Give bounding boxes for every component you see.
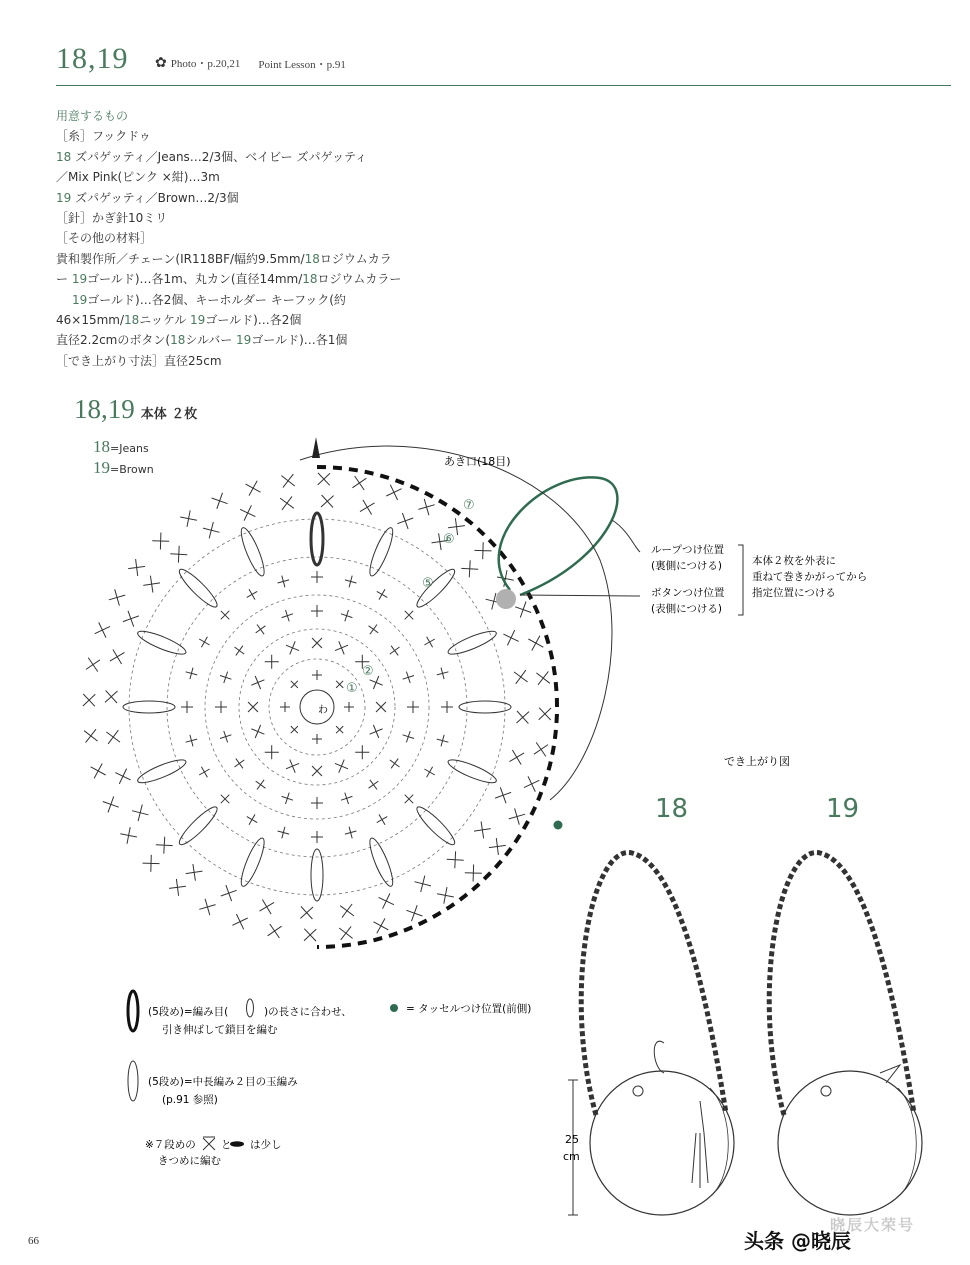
sc-stitch xyxy=(83,694,95,706)
instruction-line-3: 指定位置につける xyxy=(752,587,836,599)
sc-stitch xyxy=(406,905,422,921)
chain-ring xyxy=(167,557,467,857)
chart-rings xyxy=(129,467,557,947)
puff-stitch xyxy=(366,836,397,889)
sc-stitch xyxy=(524,776,539,791)
photo-ref: Photo・p.20,21 xyxy=(170,58,241,70)
sc-stitch xyxy=(304,929,316,941)
note-3d: きつめに編む xyxy=(158,1155,221,1167)
loop-position-label: ループつけ位置 xyxy=(651,544,724,556)
round-1-label: ① xyxy=(346,681,358,696)
sc-stitch xyxy=(110,650,125,665)
sc-stitch xyxy=(495,787,511,803)
hdc-stitch xyxy=(341,610,352,621)
watermark-site: 晓辰大荣号 xyxy=(830,1216,916,1234)
hdc-stitch xyxy=(336,681,343,688)
bag-loop xyxy=(654,1041,664,1073)
sc-stitch xyxy=(268,924,282,938)
hdc-stitch xyxy=(311,797,323,809)
round-7-label: ⑦ xyxy=(463,498,475,513)
hdc-stitch xyxy=(390,759,400,769)
hdc-stitch xyxy=(221,611,230,620)
finished-title: でき上がり図 xyxy=(724,755,790,768)
hdc-stitch xyxy=(280,702,290,712)
puff-stitch xyxy=(135,627,188,658)
hdc-stitch xyxy=(377,814,387,824)
puff-stitch xyxy=(413,566,458,611)
sc-stitch xyxy=(539,708,551,720)
other-2: ー 19ゴールド)…各1m、丸カン(直径14mm/18ロジウムカラー xyxy=(56,272,402,287)
sc-stitch xyxy=(95,622,110,637)
puff-stitch xyxy=(123,701,175,713)
sc-stitch xyxy=(91,764,106,779)
hdc-stitch xyxy=(311,605,323,617)
hdc-stitch xyxy=(369,780,379,790)
sc-stitch xyxy=(246,481,261,496)
page-number: 66 xyxy=(28,1235,39,1247)
sc-stitch xyxy=(143,855,160,872)
sc-stitch xyxy=(415,876,432,892)
sc-stitch xyxy=(103,796,119,812)
sc-stitch xyxy=(280,496,294,510)
chain-ring xyxy=(239,629,395,785)
sc-stitch xyxy=(132,805,148,822)
sc-stitch xyxy=(221,885,237,901)
hdc-stitch xyxy=(181,701,193,713)
hdc-stitch xyxy=(247,814,257,824)
flower-icon: ✿ xyxy=(155,56,167,71)
yarn-label: ［糸］フックドゥ xyxy=(56,129,151,144)
sc-stitch xyxy=(321,495,334,508)
sc-stitch xyxy=(536,671,550,684)
puff-stitch xyxy=(237,525,268,578)
sc-stitch xyxy=(360,500,375,515)
start-marker xyxy=(312,437,320,458)
puff-stitch-symbol xyxy=(128,1061,138,1101)
hdc-stitch xyxy=(278,576,290,588)
puff-stitch xyxy=(176,803,221,848)
bag-button xyxy=(633,1086,643,1096)
legend-18: 18=Jeans xyxy=(93,437,149,456)
sc-stitch xyxy=(503,630,518,645)
sc-stitch xyxy=(232,914,247,929)
puff-stitch xyxy=(135,756,188,787)
sc-stitch xyxy=(465,865,482,882)
other-3: 19ゴールド)…各2個、キーホルダー キーフック(約 xyxy=(72,292,346,307)
long-chain-symbol xyxy=(128,991,138,1031)
sc-stitch xyxy=(461,560,478,577)
round-2-label: ② xyxy=(362,664,374,679)
size-value: 25 xyxy=(565,1133,579,1146)
point-lesson-ref: Point Lesson・p.91 xyxy=(258,58,346,71)
center-ring xyxy=(300,690,334,724)
sc-stitch xyxy=(355,745,369,759)
hdc-stitch xyxy=(199,767,209,777)
sc-stitch xyxy=(143,576,160,593)
sc-stitch xyxy=(86,658,100,672)
hdc-stitch xyxy=(369,625,379,635)
sc-stitch xyxy=(534,742,548,756)
hdc-stitch xyxy=(199,637,209,647)
sc-stitch xyxy=(240,505,255,520)
sc-stitch xyxy=(514,670,528,684)
hdc-stitch xyxy=(336,726,343,733)
button-leader xyxy=(520,595,640,596)
chain-symbol xyxy=(230,1141,244,1147)
sc-stitch xyxy=(379,893,394,908)
puff-stitch xyxy=(311,513,323,565)
hdc-stitch xyxy=(345,827,357,839)
button-side-label: (表側につける) xyxy=(651,603,722,615)
sc-stitch xyxy=(515,602,531,618)
hdc-stitch xyxy=(407,701,419,713)
puff-stitch xyxy=(176,566,221,611)
puff-stitch xyxy=(413,803,458,848)
sc-stitch xyxy=(248,702,258,712)
sc-stitch xyxy=(340,904,354,918)
note-3b: と xyxy=(221,1139,232,1151)
chart-stitches xyxy=(83,473,551,941)
note-1b: )の長さに合わせ、 xyxy=(264,1006,352,1018)
sc-stitch xyxy=(475,542,492,559)
sc-stitch xyxy=(510,750,525,765)
hdc-stitch xyxy=(311,571,323,583)
hdc-stitch xyxy=(344,702,354,712)
sc-stitch xyxy=(437,887,454,904)
hdc-stitch xyxy=(235,646,245,656)
legend-19: 19=Brown xyxy=(93,458,154,477)
size-unit: cm xyxy=(563,1150,580,1163)
puff-stitch xyxy=(446,627,499,658)
sc-stitch xyxy=(335,641,348,654)
hdc-stitch xyxy=(186,668,198,680)
materials-title: 用意するもの xyxy=(56,109,129,123)
hdc-stitch xyxy=(405,611,414,620)
hdc-stitch xyxy=(311,831,323,843)
sc-stitch xyxy=(169,879,186,896)
button-marker xyxy=(496,589,516,609)
sc-stitch xyxy=(265,745,279,759)
sc-stitch xyxy=(120,827,137,844)
puff-stitch xyxy=(446,756,499,787)
hdc-stitch xyxy=(377,589,387,599)
sc-stitch xyxy=(281,474,294,488)
sc-stitch xyxy=(152,533,169,550)
sc-stitch xyxy=(312,638,322,648)
sc-stitch xyxy=(115,769,130,784)
sc-stitch xyxy=(286,641,299,654)
sc-symbol xyxy=(203,1137,215,1150)
puff-stitch xyxy=(366,525,397,578)
hdc-stitch xyxy=(278,827,290,839)
hdc-stitch xyxy=(345,576,357,588)
sc-stitch xyxy=(84,729,98,742)
sc-stitch xyxy=(212,493,228,509)
tassel-note: = タッセルつけ位置(前側) xyxy=(406,1003,532,1015)
other-4: 46×15mm/18ニッケル 19ゴールド)…各2個 xyxy=(56,313,302,328)
tassel-marker xyxy=(554,821,563,830)
round-6-label: ⑥ xyxy=(443,532,455,547)
note-2a: (5段め)=中長編み２目の玉編み xyxy=(148,1076,298,1088)
sc-stitch xyxy=(339,926,352,940)
note-1a: (5段め)=編み目( xyxy=(148,1006,229,1018)
hdc-stitch xyxy=(405,795,414,804)
bag-body xyxy=(590,1071,734,1215)
hdc-stitch xyxy=(341,793,352,804)
sc-stitch xyxy=(128,559,145,576)
sc-stitch xyxy=(312,766,322,776)
sc-stitch xyxy=(418,499,434,515)
opening-leader xyxy=(300,446,612,800)
sc-stitch xyxy=(397,513,413,529)
sc-stitch xyxy=(509,808,525,824)
sc-stitch xyxy=(447,851,464,868)
bag-body xyxy=(778,1071,922,1215)
center-ring-label: わ xyxy=(318,705,328,716)
sc-stitch xyxy=(106,730,120,744)
bag-button xyxy=(821,1086,831,1096)
hdc-stitch xyxy=(291,726,298,733)
note-2b: (p.91 参照) xyxy=(162,1094,218,1106)
hdc-stitch xyxy=(235,759,245,769)
sc-stitch xyxy=(300,907,313,920)
needle-label: ［針］かぎ針10ミリ xyxy=(56,211,168,226)
hdc-stitch xyxy=(403,731,414,742)
sc-stitch xyxy=(489,838,506,855)
sc-stitch xyxy=(251,676,264,689)
hdc-stitch xyxy=(403,672,414,683)
sc-stitch xyxy=(370,725,383,738)
sc-stitch xyxy=(123,611,139,627)
sc-stitch xyxy=(251,725,264,738)
hdc-stitch xyxy=(220,672,231,683)
watermark: 头条 @晓辰 xyxy=(744,1229,851,1253)
sc-stitch xyxy=(105,690,118,703)
tassel-legend-dot xyxy=(390,1004,398,1012)
hdc-stitch xyxy=(282,610,293,621)
sc-stitch xyxy=(318,473,330,485)
opening-label: あき口(18目) xyxy=(444,455,511,468)
hdc-stitch xyxy=(247,589,257,599)
instruction-line-1: 本体２枚を外表に xyxy=(752,555,836,567)
hdc-stitch xyxy=(437,735,449,747)
sc-stitch xyxy=(376,702,386,712)
other-1: 貴和製作所／チェーン(IR118BF/幅約9.5mm/18ロジウムカラ xyxy=(56,251,392,266)
bag-19-illustration xyxy=(769,853,922,1215)
puff-stitch xyxy=(237,836,268,889)
material-18-a: 18 ズパゲッティ／Jeans…2/3個、ベイビー ズパゲッティ xyxy=(56,149,368,164)
material-18-b: ／Mix Pink(ピンク ×紺)…3m xyxy=(56,170,220,185)
sc-stitch xyxy=(352,476,366,490)
pattern-number: 18,19 xyxy=(56,42,129,75)
sc-stitch xyxy=(109,589,125,605)
sc-stitch xyxy=(260,900,275,915)
stitch-ref-symbol xyxy=(247,999,254,1017)
round-5-label: ⑤ xyxy=(422,576,434,591)
bag-18-illustration xyxy=(581,853,734,1215)
hdc-stitch xyxy=(291,681,298,688)
button-position-label: ボタンつけ位置 xyxy=(651,587,725,599)
finished-18-label: 18 xyxy=(655,794,689,824)
sc-stitch xyxy=(335,760,348,773)
sc-stitch xyxy=(265,655,279,669)
hdc-stitch xyxy=(220,731,231,742)
hdc-stitch xyxy=(312,670,322,680)
diagram-number: 18,19 xyxy=(74,394,135,424)
sc-stitch xyxy=(203,522,220,538)
hdc-stitch xyxy=(256,625,266,635)
hdc-stitch xyxy=(441,701,453,713)
hdc-stitch xyxy=(186,735,198,747)
hdc-stitch xyxy=(390,646,400,656)
finished-size: ［でき上がり寸法］直径25cm xyxy=(56,353,222,368)
size-dimension-line xyxy=(568,1080,578,1215)
note-1c: 引き伸ばして鎖目を編む xyxy=(162,1024,278,1036)
annotation-brace xyxy=(738,545,743,615)
sc-stitch xyxy=(374,918,389,933)
instruction-line-2: 重ねて巻きかがってから xyxy=(752,571,868,583)
sc-stitch xyxy=(286,760,299,773)
hdc-stitch xyxy=(256,780,266,790)
hdc-stitch xyxy=(424,767,434,777)
sc-stitch xyxy=(199,899,215,915)
hdc-stitch xyxy=(221,795,230,804)
sc-stitch xyxy=(517,711,530,724)
finished-19-label: 19 xyxy=(826,794,860,824)
sc-stitch xyxy=(474,822,491,839)
other-5: 直径2.2cmのボタン(18シルバー 19ゴールド)…各1個 xyxy=(56,333,348,348)
sc-stitch xyxy=(386,485,401,500)
hdc-stitch xyxy=(282,793,293,804)
note-3a: ※７段めの xyxy=(145,1139,196,1151)
hdc-stitch xyxy=(437,668,449,680)
sc-stitch xyxy=(186,864,203,881)
sc-stitch xyxy=(180,510,197,527)
hdc-stitch xyxy=(424,637,434,647)
other-label: ［その他の材料］ xyxy=(56,231,153,246)
hdc-stitch xyxy=(215,701,227,713)
loop-leader xyxy=(612,520,640,552)
diagram-label: 本体 ２枚 xyxy=(140,407,198,422)
loop-side-label: (裏側につける) xyxy=(651,560,722,572)
sc-stitch xyxy=(170,546,187,563)
sc-stitch xyxy=(156,837,173,854)
material-19: 19 ズパゲッティ／Brown…2/3個 xyxy=(56,190,239,205)
sc-stitch xyxy=(528,636,543,651)
note-3c: は少し xyxy=(250,1139,282,1151)
loop-curve xyxy=(499,477,618,595)
hdc-stitch xyxy=(312,734,322,744)
